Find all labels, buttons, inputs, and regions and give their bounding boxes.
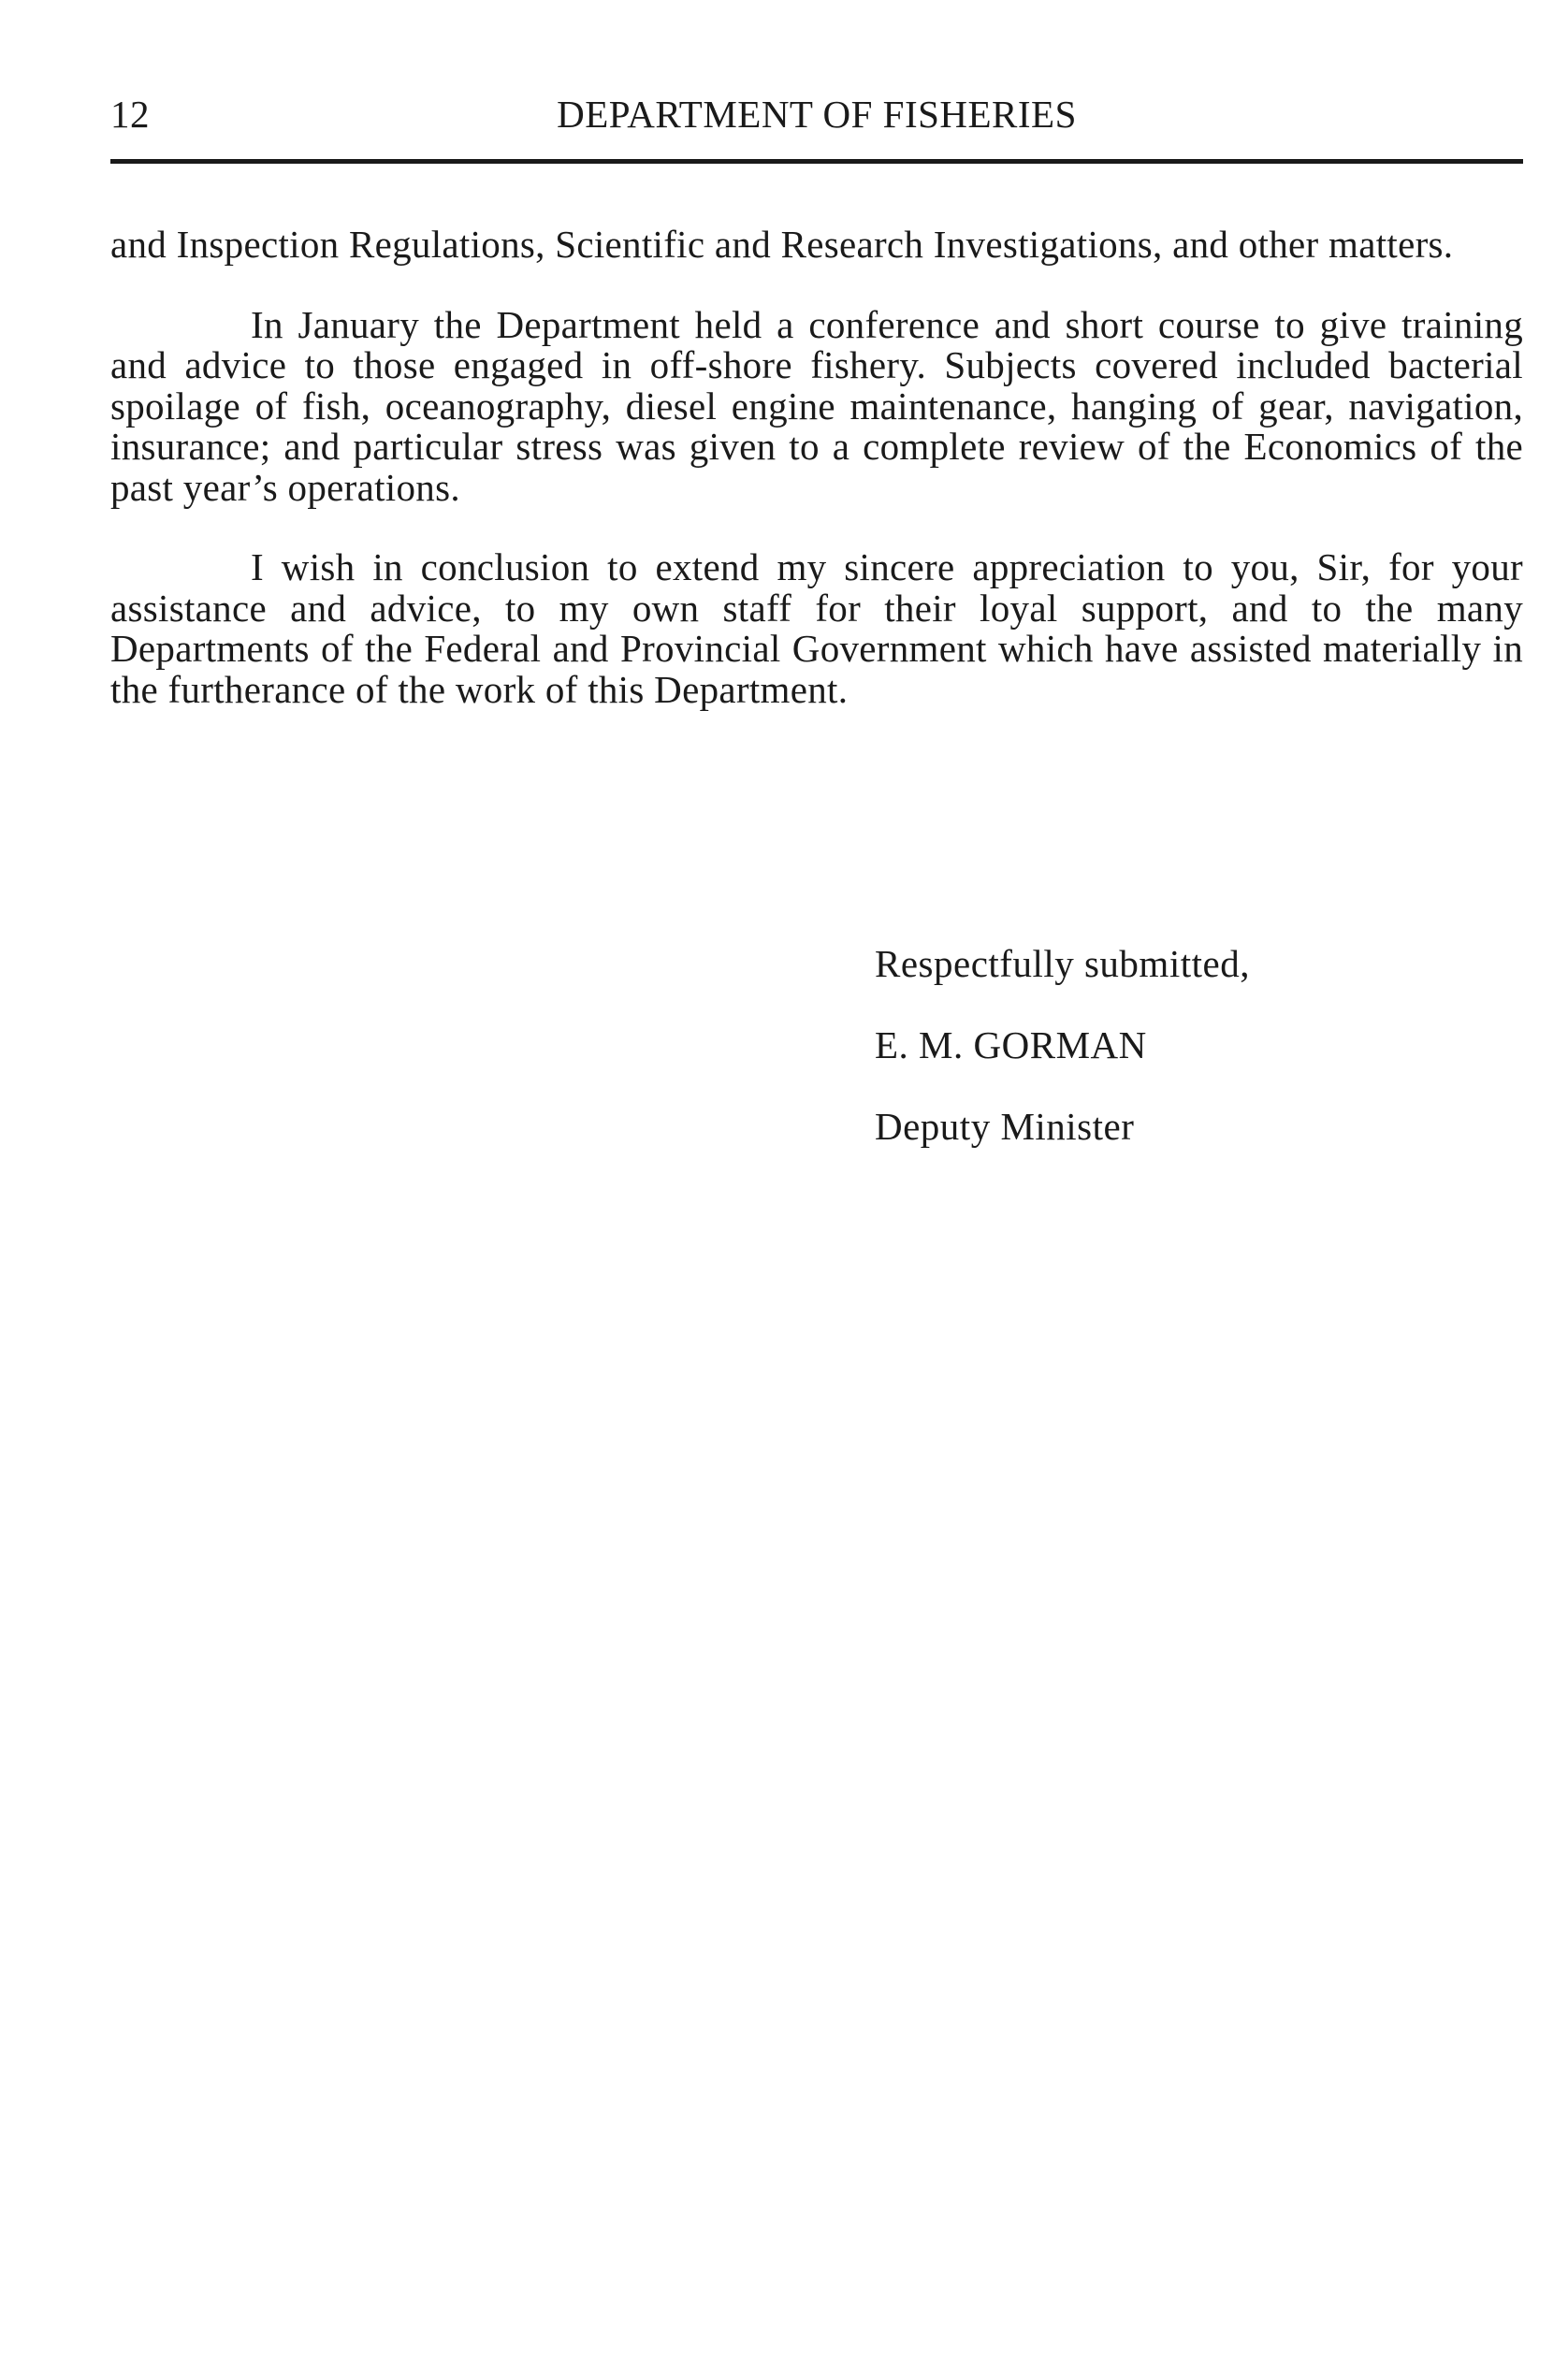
running-head [110,92,1523,148]
closing-line: Respectfully submitted, [875,942,1250,985]
header-rule [110,159,1523,164]
paragraph-continuation: and Inspection Regulations, Scientific and Research Investigations, and other matters. [110,223,1454,266]
signatory-name: E. M. GORMAN [875,1023,1147,1066]
signature-block [875,935,1250,1180]
running-head-title: DEPARTMENT OF FISHERIES [557,93,1077,136]
paragraph-conference: In January the Department held a conference and short course to give training and advice to those engaged in off-shore fishery. Subjects covered included bacterial spoilage of fish, oceanography, diesel engine maintenance, hanging of gear, navigation, insurance; and particular stress was given to a complete review of the Economics of the past year’s operations. [110,302,1523,509]
page-number: 12 [110,93,150,136]
signatory-title: Deputy Minister [875,1105,1135,1148]
paragraph-conclusion: I wish in conclusion to extend my sincere appreciation to you, Sir, for your assistance and advice, to my own staff for their loyal support, and to the many Departments of the Federal and Provincial Government which have assisted materially in the furtherance of the work of this Department. [110,545,1523,711]
body-text [110,225,1523,710]
